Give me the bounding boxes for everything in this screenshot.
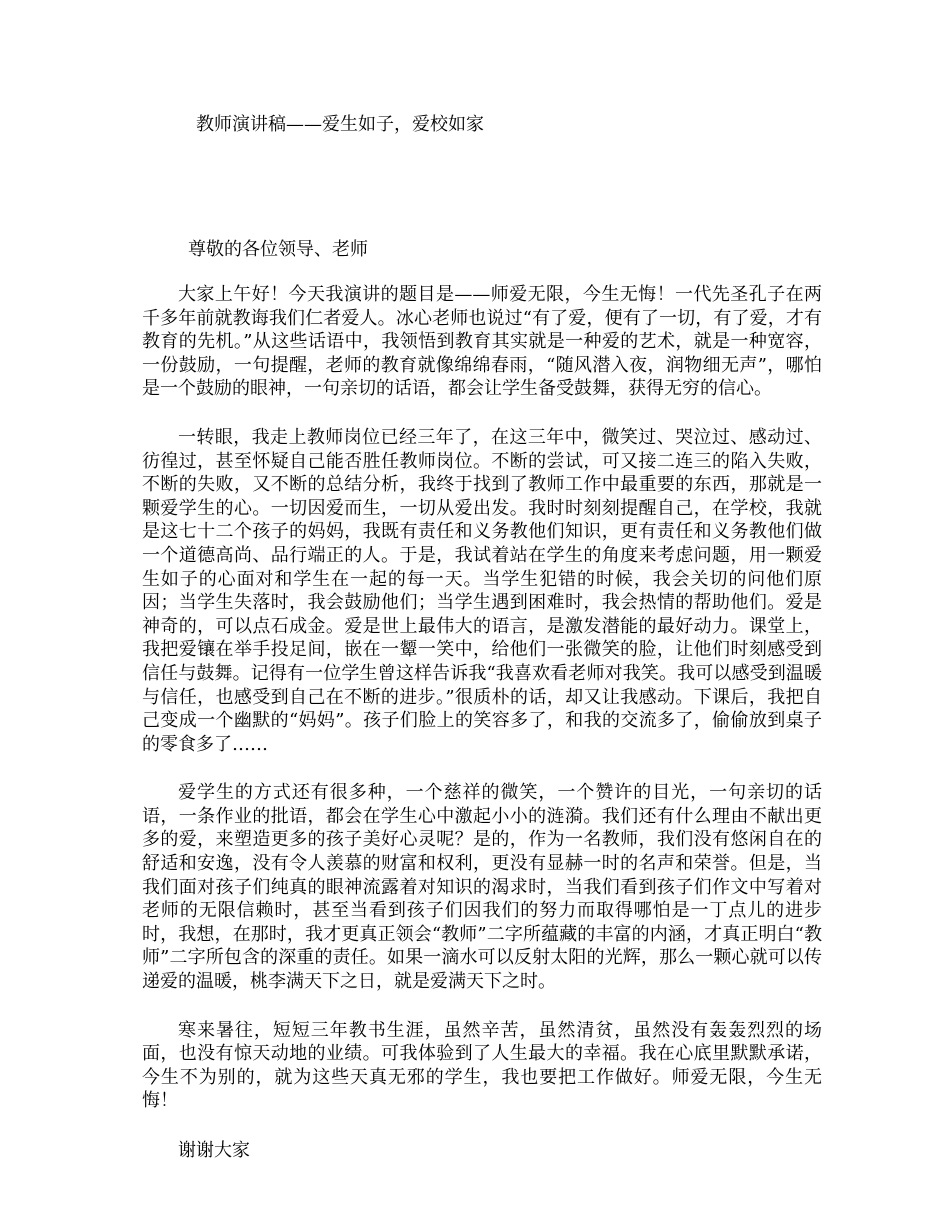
paragraph-3: 爱学生的方式还有很多种，一个慈祥的微笑，一个赞许的目光，一句亲切的话语，一条作业的批语，都会在学生心中激起小小的涟漪。我们还有什么理由不献出更多的爱，来塑造更多的孩子美好心灵呢？是的，作为一名教师，我们没有悠闲自在的舒适和安逸，没有令人羡慕的财富和权利，更没有显赫一时的名声和荣誉。但是，当我们面对孩子们纯真的眼神流露着对知识的渴求时，当我们看到孩子们作文中写着对老师的无限信赖时，甚至当看到孩子们因我们的努力而取得哪怕是一丁点儿的进步时，我想，在那时，我才更真正领会“教师”二字所蕴藏的丰富的内涵，才真正明白“教师”二字所包含的深重的责任。如果一滴水可以反射太阳的光辉，那么一颗心就可以传递爱的温暖，桃李满天下之日，就是爱满天下之时。 xyxy=(142,782,822,993)
paragraph-2: 一转眼，我走上教师岗位已经三年了，在这三年中，微笑过、哭泣过、感动过、彷徨过，甚至怀疑自己能否胜任教师岗位。不断的尝试，可又接二连三的陷入失败，不断的失败，又不断的总结分析，我终于找到了教师工作中最重要的东西，那就是一颗爱学生的心。一切因爱而生，一切从爱出发。我时时刻刻提醒自己，在学校，我就是这七十二个孩子的妈妈，我既有责任和义务教他们知识，更有责任和义务教他们做一个道德高尚、品行端正的人。于是，我试着站在学生的角度来考虑问题，用一颗爱生如子的心面对和学生在一起的每一天。当学生犯错的时候，我会关切的问他们原因；当学生失落时，我会鼓励他们；当学生遇到困难时，我会热情的帮助他们。爱是神奇的，可以点石成金。爱是世上最伟大的语言，是激发潜能的最好动力。课堂上，我把爱镶在举手投足间，嵌在一颦一笑中，给他们一张微笑的脸，让他们时刻感受到信任与鼓舞。记得有一位学生曾这样告诉我“我喜欢看老师对我笑。我可以感受到温暖与信任，也感受到自己在不断的进步。”很质朴的话，却又让我感动。下课后，我把自己变成一个幽默的“妈妈”。孩子们脸上的笑容多了，和我的交流多了，偷偷放到桌子的零食多了…… xyxy=(142,426,822,755)
document-title: 教师演讲稿——爱生如子，爱校如家 xyxy=(196,114,484,135)
paragraph-1: 大家上午好！今天我演讲的题目是——师爱无限，今生无悔！一代先圣孔子在两千多年前就教诲我们仁者爱人。冰心老师也说过“有了爱，便有了一切，有了爱，才有教育的先机。”从这些话语中，我领悟到教育其实就是一种爱的艺术，就是一种宽容，一份鼓励，一句提醒，老师的教育就像绵绵春雨，“随风潜入夜，润物细无声”，哪怕是一个鼓励的眼神，一句亲切的话语，都会让学生备受鼓舞，获得无穷的信心。 xyxy=(142,284,822,400)
closing-line: 谢谢大家 xyxy=(178,1140,250,1161)
paragraph-4: 寒来暑往，短短三年教书生涯，虽然辛苦，虽然清贫，虽然没有轰轰烈烈的场面，也没有惊天动地的业绩。可我体验到了人生最大的幸福。我在心底里默默承诺，今生不为别的，就为这些天真无邪的学生，我也要把工作做好。师爱无限，今生无悔！ xyxy=(142,1019,822,1112)
salutation: 尊敬的各位领导、老师 xyxy=(188,239,368,260)
speech-body xyxy=(142,283,822,1164)
